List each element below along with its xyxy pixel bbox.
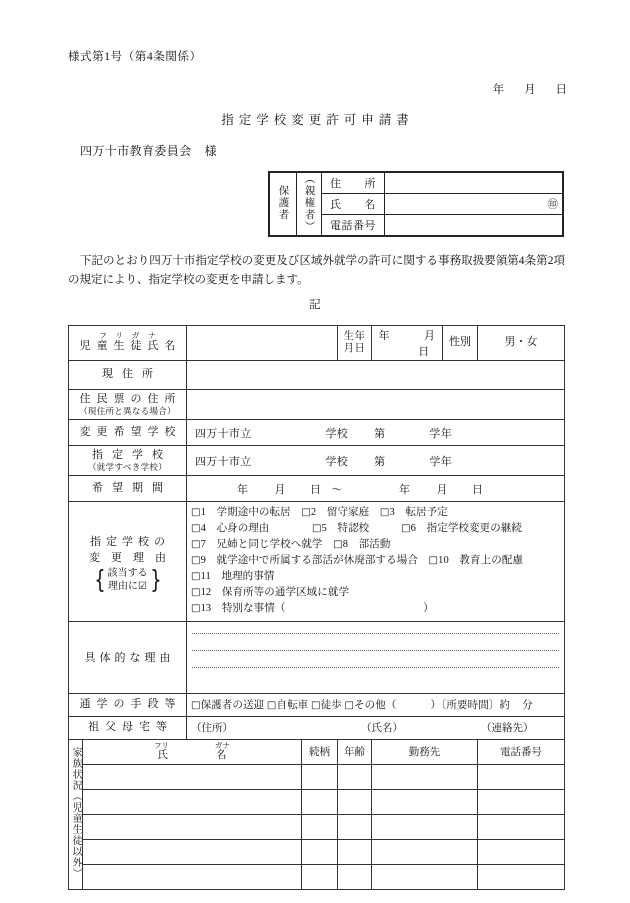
table-row <box>69 789 565 814</box>
reason-text-4: 心身の理由 <box>216 522 270 534</box>
family-age-cell[interactable] <box>338 814 372 839</box>
row-student <box>69 326 565 361</box>
family-age-header: 年齢 <box>338 739 372 764</box>
family-name-header: フリ ガナ 氏 名 <box>83 739 302 764</box>
family-name-cell[interactable] <box>83 764 302 789</box>
checkbox-icon[interactable]: □ <box>344 700 355 712</box>
table-row <box>69 814 565 839</box>
reason-item-11[interactable] <box>191 571 274 582</box>
change-reason-options[interactable] <box>187 502 565 622</box>
addressee-honorific: 様 <box>204 144 218 158</box>
checkbox-icon[interactable]: □ <box>191 554 201 566</box>
reason-item-12[interactable] <box>191 587 349 598</box>
guardian-phone-label: 電話番号 <box>322 215 385 236</box>
desired-school-label: 変更希望学校 <box>69 420 187 446</box>
guardian-phone-input[interactable] <box>385 215 563 236</box>
desired-school-input[interactable] <box>187 420 565 446</box>
period-from-year: 年 <box>237 483 249 496</box>
family-workplace-cell[interactable] <box>372 789 478 814</box>
family-side-label: 家族状況（児童生徒以外） <box>69 739 83 889</box>
brace-text-1: 該当する <box>107 567 148 579</box>
family-phone-header: 電話番号 <box>478 739 565 764</box>
checkbox-icon[interactable]: □ <box>191 522 201 534</box>
family-name-cell[interactable] <box>83 839 302 864</box>
reason-text-10: 教育上の配慮 <box>459 554 524 566</box>
transport-approx: 約 <box>499 700 511 712</box>
checkbox-icon[interactable]: □ <box>266 700 277 712</box>
grandparents-address-label: （住所） <box>191 723 233 735</box>
reason-no-4: 4 <box>200 522 206 534</box>
checkbox-icon[interactable]: □ <box>401 522 411 534</box>
family-relation-cell[interactable] <box>302 789 338 814</box>
family-workplace-cell[interactable] <box>372 764 478 789</box>
reason-no-13: 13 <box>200 602 212 614</box>
family-phone-cell[interactable] <box>478 789 565 814</box>
period-from-day: 日 <box>310 483 322 496</box>
reason-text-7: 兄姉と同じ学校へ就学 <box>216 538 323 550</box>
family-age-cell[interactable] <box>338 789 372 814</box>
checkbox-icon[interactable]: □ <box>191 538 201 550</box>
family-age-cell[interactable] <box>338 839 372 864</box>
main-form-table <box>68 325 565 890</box>
checkbox-icon[interactable]: □ <box>191 570 201 582</box>
designated-school-word: 学校 <box>325 455 349 468</box>
reason-item-2[interactable] <box>301 507 369 518</box>
transport-minutes: 分 <box>522 700 533 712</box>
desired-grade-word: 学年 <box>429 427 453 440</box>
ki-mark: 記 <box>309 299 321 311</box>
row-change-reason <box>69 502 565 622</box>
checkbox-icon[interactable]: □ <box>301 507 311 518</box>
family-name-cell[interactable] <box>83 814 302 839</box>
transport-option-1: 保護者の送迎 <box>200 700 265 712</box>
row-designated-school <box>69 446 565 476</box>
page-title: 指定学校変更許可申請書 <box>221 113 414 127</box>
reason-item-3[interactable] <box>380 507 448 518</box>
family-relation-cell[interactable] <box>302 764 338 789</box>
desired-school-prefix: 四万十市立 <box>195 427 252 440</box>
family-phone-cell[interactable] <box>478 839 565 864</box>
transport-other-close: ） <box>430 700 442 712</box>
period-label: 希望期間 <box>69 476 187 502</box>
registered-address-label: 住民票の住所 （現住所と異なる場合） <box>69 390 187 420</box>
period-to-year: 年 <box>399 483 411 496</box>
grandparents-name-label: （氏名） <box>361 723 403 735</box>
checkbox-icon[interactable]: □ <box>379 507 390 518</box>
family-relation-header: 続柄 <box>302 739 338 764</box>
designated-school-label: 指定学校 （就学すべき学校） <box>69 446 187 476</box>
checkbox-icon[interactable]: □ <box>333 538 343 550</box>
row-grandparents <box>69 716 565 739</box>
family-workplace-header: 勤務先 <box>372 739 478 764</box>
reason-text-9: 就学途中で所属する部活が休廃部する場合 <box>216 554 418 566</box>
reason-no-10: 10 <box>438 554 449 566</box>
date-month-label: 月 <box>524 84 536 96</box>
gender-label: 性別 <box>443 326 478 361</box>
grandparents-label: 祖父母宅等 <box>69 716 187 739</box>
grandparents-input[interactable] <box>187 716 565 739</box>
family-age-cell[interactable] <box>338 764 372 789</box>
period-tilde: 〜 <box>331 483 343 496</box>
family-relation-cell[interactable] <box>302 814 338 839</box>
family-phone-cell[interactable] <box>478 764 565 789</box>
family-phone-cell[interactable] <box>478 814 565 839</box>
dob-input[interactable]: 年 月日 <box>372 326 443 361</box>
concrete-reason-label: 具体的な理由 <box>69 621 187 693</box>
student-name-label: フリガナ 児童生徒氏名 <box>69 326 187 361</box>
body-paragraph: 下記のとおり四万十市指定学校の変更及び区域外就学の許可に関する事務取扱要領第4条第2項の規定により、指定学校の変更を申請します。 <box>68 255 565 286</box>
change-reason-label: 指定学校の 変更理由 { 該当する 理由に☑ } <box>69 502 187 622</box>
period-to-day: 日 <box>472 483 484 496</box>
desired-grade-prefix: 第 <box>374 427 386 440</box>
family-relation-cell[interactable] <box>302 839 338 864</box>
reason-no-3: 3 <box>389 507 395 518</box>
transport-option-3: 徒歩 <box>320 700 342 712</box>
designated-school-input[interactable] <box>187 446 565 476</box>
reason-text-2: 留守家庭 <box>326 507 370 518</box>
reason-item-6[interactable] <box>401 523 522 534</box>
row-family-header <box>69 739 565 764</box>
checkbox-icon[interactable]: □ <box>428 554 439 566</box>
reason-no-12: 12 <box>200 586 212 598</box>
family-name-cell[interactable] <box>83 864 302 889</box>
gender-options[interactable]: 男・女 <box>478 326 565 361</box>
transport-other-open: （ <box>385 700 397 712</box>
checkbox-icon[interactable]: □ <box>191 602 201 614</box>
reason-no-11: 11 <box>200 570 211 582</box>
row-transport <box>69 693 565 716</box>
transport-label: 通学の手段等 <box>69 693 187 716</box>
reason-text-3: 転居予定 <box>405 507 448 518</box>
concrete-reason-input[interactable] <box>187 621 565 693</box>
family-phone-cell[interactable] <box>478 864 565 889</box>
table-row <box>69 864 565 889</box>
checkbox-icon[interactable]: □ <box>191 586 201 598</box>
guardian-side-label-sub: （親権者） <box>297 173 322 236</box>
dob-label: 生年月日 <box>338 326 372 361</box>
reason-item-1[interactable] <box>191 507 291 518</box>
designated-school-prefix: 四万十市立 <box>195 455 252 468</box>
writing-line[interactable] <box>192 633 559 650</box>
brace-left: { <box>93 564 106 594</box>
brace-text-2: 理由に☑ <box>108 580 147 592</box>
guardian-name-label: 氏 名 <box>322 194 385 215</box>
current-address-input[interactable] <box>187 361 565 390</box>
transport-duration-label: 〔所要時間〕 <box>441 700 500 712</box>
current-address-label: 現住所 <box>69 361 187 390</box>
form-code: 様式第1号（第4条関係） <box>68 51 202 63</box>
seal-icon: ㊞ <box>547 199 558 211</box>
guardian-address-input[interactable] <box>385 173 563 194</box>
period-from-month: 月 <box>274 483 286 496</box>
reason-item-9[interactable] <box>191 555 418 566</box>
date-day-label: 日 <box>555 84 567 96</box>
designated-grade-prefix: 第 <box>374 455 386 468</box>
checkbox-icon[interactable]: □ <box>311 700 321 712</box>
guardian-address-label: 住 所 <box>322 173 385 194</box>
family-workplace-cell[interactable] <box>372 864 478 889</box>
table-row <box>69 839 565 864</box>
checkbox-icon[interactable]: □ <box>311 522 322 534</box>
reason-no-9: 9 <box>200 554 206 566</box>
reason-item-4[interactable] <box>191 523 270 534</box>
row-current-address <box>69 361 565 390</box>
guardian-side-label-main: 保護者 <box>270 173 297 236</box>
family-name-cell[interactable] <box>83 789 302 814</box>
grandparents-contact-label: （連絡先） <box>481 723 534 735</box>
family-workplace-cell[interactable] <box>372 814 478 839</box>
reason-item-10[interactable] <box>429 555 523 566</box>
reason-item-13[interactable] <box>191 603 434 614</box>
checkbox-icon[interactable]: □ <box>191 507 201 518</box>
addressee-name: 四万十市教育委員会 <box>80 144 192 158</box>
reason-text-8: 部活動 <box>358 538 391 550</box>
desired-school-word: 学校 <box>325 427 349 440</box>
row-desired-school <box>69 420 565 446</box>
reason-item-5[interactable] <box>312 523 369 534</box>
row-registered-address <box>69 390 565 420</box>
date-year-label: 年 <box>492 84 505 96</box>
writing-line[interactable] <box>192 667 559 684</box>
reason-text-12: 保育所等の通学区域に就学 <box>221 586 350 598</box>
designated-grade-word: 学年 <box>429 455 453 468</box>
reason-no-1: 1 <box>200 507 206 518</box>
reason-text-13: 特別な事情（ ） <box>221 602 434 614</box>
application-date <box>493 81 567 97</box>
student-name-input[interactable] <box>187 326 338 361</box>
transport-options[interactable] <box>187 693 565 716</box>
reason-no-2: 2 <box>310 507 317 518</box>
transport-option-2: 自転車 <box>276 700 309 712</box>
reason-no-8: 8 <box>342 538 349 550</box>
transport-option-4: その他 <box>354 700 386 712</box>
reason-text-6: 指定学校変更の継続 <box>426 522 523 534</box>
period-input[interactable] <box>187 476 565 502</box>
table-row <box>69 764 565 789</box>
registered-address-input[interactable] <box>187 390 565 420</box>
family-workplace-cell[interactable] <box>372 839 478 864</box>
guardian-name-input[interactable] <box>385 194 563 215</box>
reason-no-7: 7 <box>200 538 206 550</box>
row-period <box>69 476 565 502</box>
reason-item-8[interactable] <box>333 539 390 550</box>
addressee <box>80 142 217 159</box>
brace-right: } <box>149 564 162 594</box>
writing-line[interactable] <box>192 650 559 667</box>
reason-text-5: 特認校 <box>337 522 370 534</box>
period-to-month: 月 <box>436 483 448 496</box>
reason-text-1: 学期途中の転居 <box>216 507 291 518</box>
row-concrete-reason <box>69 621 565 693</box>
guardian-box <box>268 171 564 237</box>
family-relation-cell[interactable] <box>302 864 338 889</box>
family-age-cell[interactable] <box>338 864 372 889</box>
reason-item-7[interactable] <box>191 539 323 550</box>
checkbox-icon[interactable]: □ <box>191 700 201 712</box>
reason-no-6: 6 <box>410 522 417 534</box>
reason-no-5: 5 <box>321 522 327 534</box>
reason-text-11: 地理的事情 <box>221 570 275 582</box>
